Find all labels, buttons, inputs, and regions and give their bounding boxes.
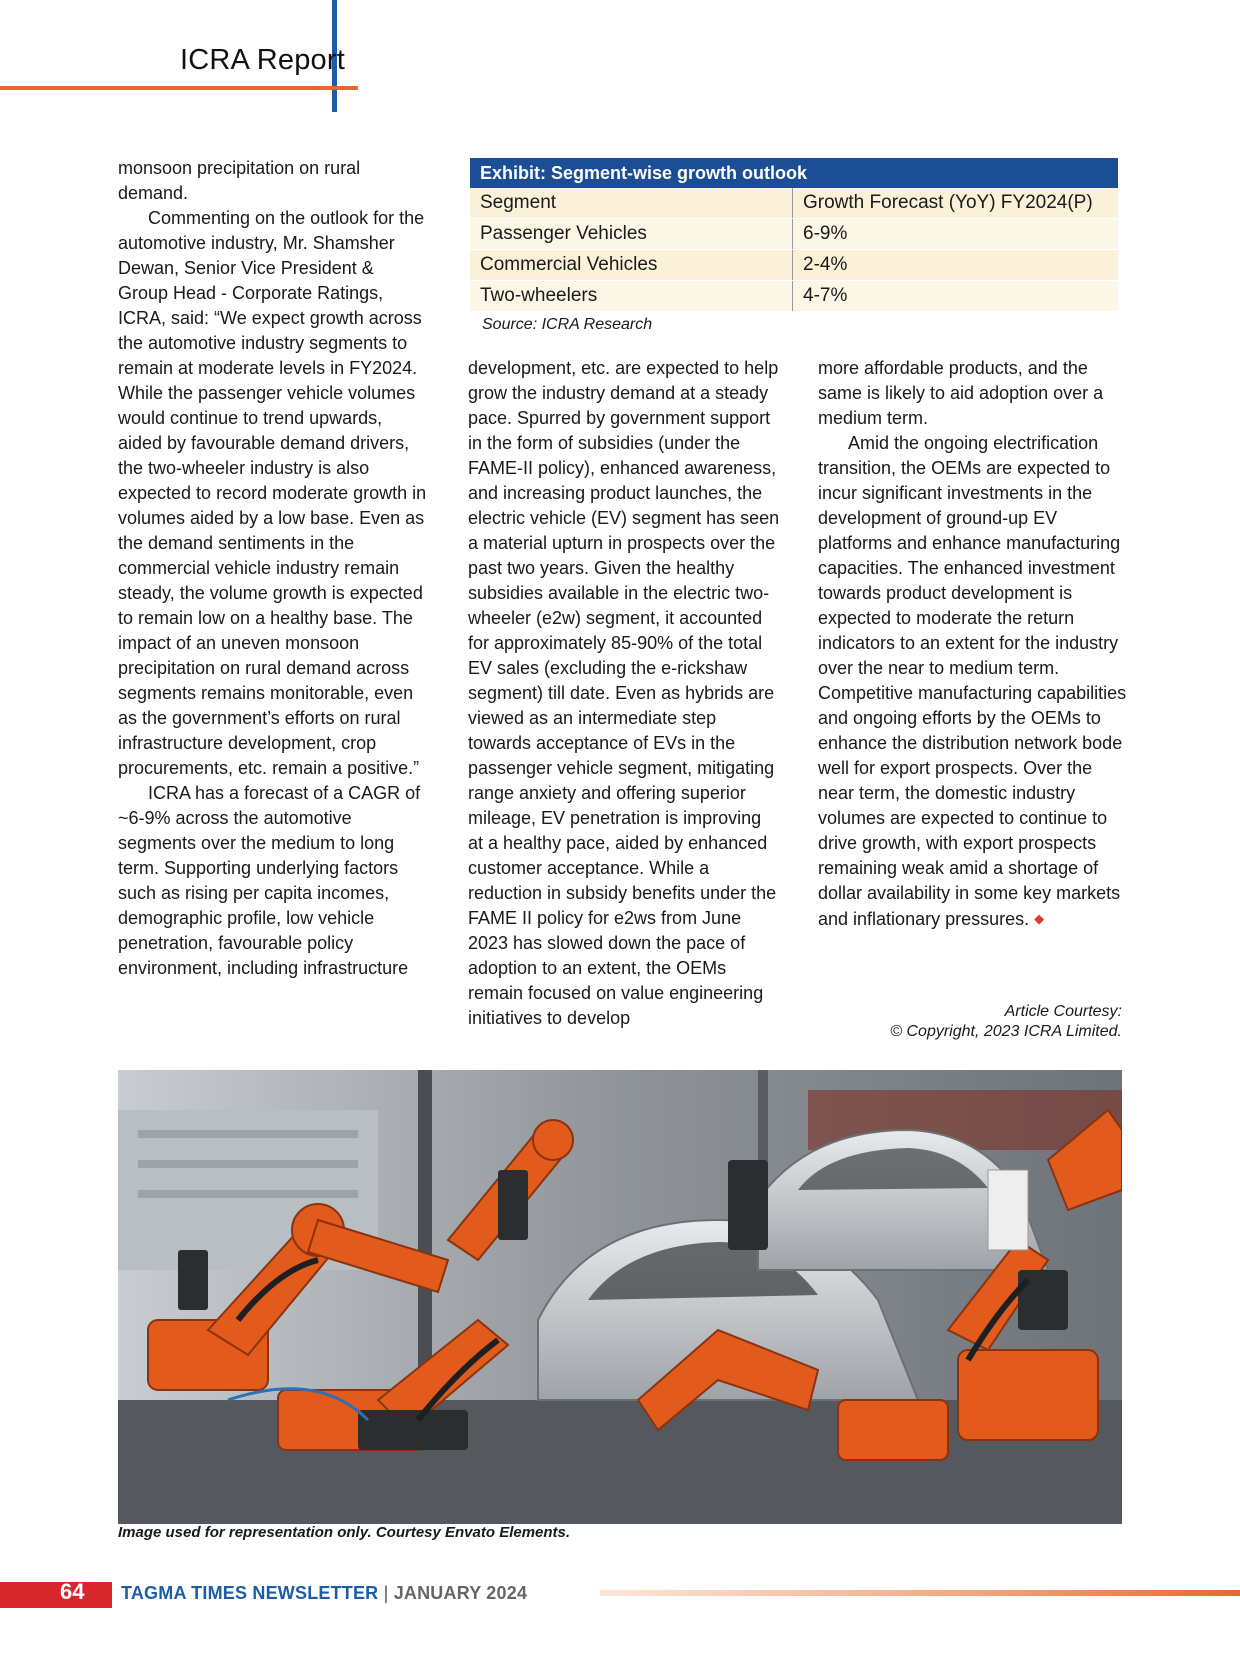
page-number-bar bbox=[0, 1582, 112, 1608]
paragraph: Commenting on the outlook for the automotive industry, Mr. Shamsher Dewan, Senior Vice President & Group Head - Corporate Ratings, ICRA, said: “We expect growth across the automotive industry segments to remain at moderate levels in FY2024. While the passenger vehicle volumes would continue to trend upwards, aided by favourable demand drivers, the two-wheeler industry is also expected to record moderate growth in volumes aided by a low base. Even as the demand sentiments in the commercial vehicle industry remain steady, the volume growth is expected to remain low on a healthy base. The impact of an uneven monsoon precipitation on rural demand across segments remains monitorable, even as the government’s efforts on rural infrastructure development, crop procurements, etc. remain a positive.” bbox=[118, 208, 427, 778]
table-source: Source: ICRA Research bbox=[482, 316, 653, 333]
issue-month: JANUARY 2024 bbox=[393, 1583, 528, 1603]
article-column-1 bbox=[118, 156, 428, 981]
article-column-2 bbox=[468, 356, 780, 1031]
footer-separator: | bbox=[383, 1583, 389, 1603]
footer-publication bbox=[121, 1583, 527, 1604]
section-title: ICRA Report bbox=[180, 44, 345, 76]
article-courtesy bbox=[890, 1002, 1122, 1042]
paragraph bbox=[818, 431, 1130, 932]
robotic-assembly-line-image bbox=[118, 1070, 1122, 1524]
paragraph: more affordable products, and the same is likely to aid adoption over a medium term. bbox=[818, 358, 1104, 428]
table-cell: 4-7% bbox=[793, 281, 1119, 312]
table-cell: 6-9% bbox=[793, 219, 1119, 250]
table-row bbox=[470, 250, 1118, 281]
table-header-cell: Segment bbox=[470, 188, 793, 219]
footer-gradient-rule bbox=[600, 1590, 1240, 1596]
table-header-row bbox=[470, 188, 1118, 219]
growth-outlook-table bbox=[470, 158, 1118, 312]
table-cell: Commercial Vehicles bbox=[470, 250, 793, 281]
article-column-3 bbox=[818, 356, 1130, 932]
table-cell: 2-4% bbox=[793, 250, 1119, 281]
table-cell: Passenger Vehicles bbox=[470, 219, 793, 250]
factory-photo bbox=[118, 1070, 1122, 1524]
table-row bbox=[470, 219, 1118, 250]
end-mark-icon: ◆ bbox=[1034, 911, 1045, 926]
table-row bbox=[470, 281, 1118, 312]
table-header-cell: Growth Forecast (YoY) FY2024(P) bbox=[793, 188, 1119, 219]
publication-name: TAGMA TIMES NEWSLETTER bbox=[121, 1583, 379, 1603]
courtesy-label: Article Courtesy: bbox=[1004, 1003, 1122, 1020]
image-caption: Image used for representation only. Courtesy Envato Elements. bbox=[118, 1524, 571, 1541]
table-title: Exhibit: Segment-wise growth outlook bbox=[470, 158, 1118, 188]
paragraph: development, etc. are expected to help grow the industry demand at a steady pace. Spurred by government support in the form of subsidies (under the FAME-II policy), enhanced awareness, and increasing product launches, the electric vehicle (EV) segment has seen a material upturn in prospects over the past two years. Given the healthy subsidies available in the electric two-wheeler (e2w) segment, it accounted for approximately 85-90% of the total EV sales (excluding the e-rickshaw segment) till date. Even as hybrids are viewed as an intermediate step towards acceptance of EVs in the passenger vehicle segment, mitigating range anxiety and offering superior mileage, EV penetration is improving at a healthy pace, aided by enhanced customer acceptance. While a reduction in subsidy benefits under the FAME II policy for e2ws from June 2023 has slowed down the pace of adoption to an extent, the OEMs remain focused on value engineering initiatives to develop bbox=[468, 358, 780, 1028]
paragraph: ICRA has a forecast of a CAGR of ~6-9% across the automotive segments over the medium to long term. Supporting underlying factors such as rising per capita incomes, demographic profile, low vehicle penetration, favourable policy environment, including infrastructure bbox=[118, 783, 421, 978]
page-number: 64 bbox=[60, 1579, 85, 1604]
paragraph: monsoon precipitation on rural demand. bbox=[118, 158, 361, 203]
header-orange-rule bbox=[0, 86, 358, 90]
table-cell: Two-wheelers bbox=[470, 281, 793, 312]
copyright-line: © Copyright, 2023 ICRA Limited. bbox=[890, 1023, 1122, 1040]
paragraph-text: Amid the ongoing electrification transition, the OEMs are expected to incur significant investments in the development of ground-up EV platforms and enhance manufacturing capacities. The enhanced investment towards product development is expected to moderate the return indicators to an extent for the industry over the near to medium term. Competitive manufacturing capabilities and ongoing efforts by the OEMs to enhance the distribution network bode well for export prospects. Over the near term, the domestic industry volumes are expected to continue to drive growth, with export prospects remaining weak amid a shortage of dollar availability in some key markets and inflationary pressures. bbox=[818, 433, 1127, 929]
